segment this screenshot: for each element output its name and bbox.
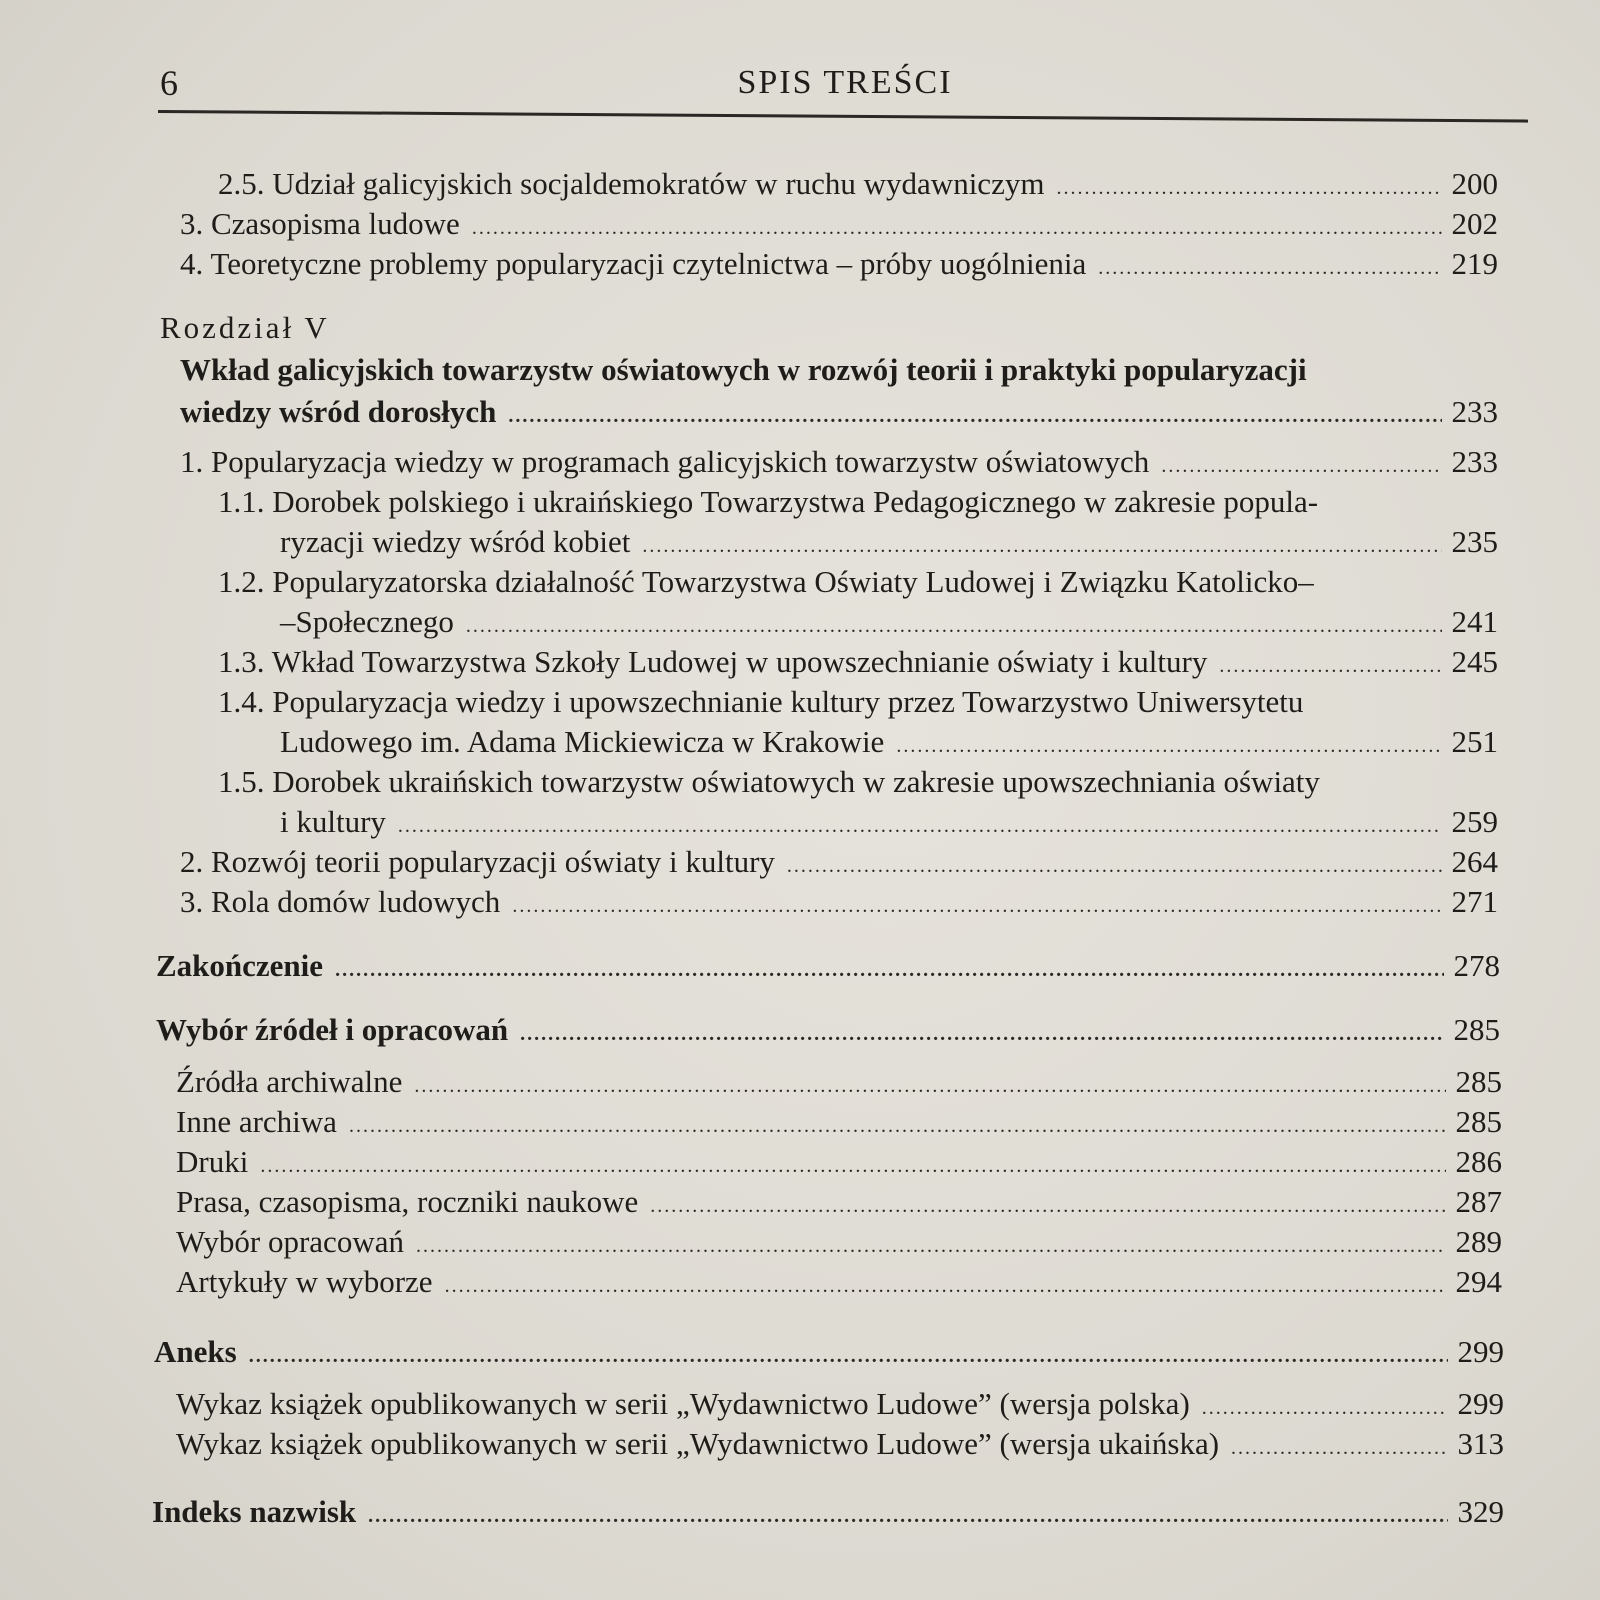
toc-entry-v-2[interactable]: 2. Rozwój teorii popularyzacji oświaty i kultury ..... 264	[180, 842, 1498, 886]
page-ref: 200	[1451, 166, 1498, 201]
page-ref: 278	[1453, 948, 1500, 983]
page-ref: 219	[1451, 246, 1498, 281]
toc-entry-v-1[interactable]: 1. Popularyzacja wiedzy w programach galicyjskich towarzystw oświatowych ..... 233	[180, 442, 1498, 486]
toc-entry-inne-archiwa[interactable]: Inne archiwa ..... 285	[176, 1102, 1502, 1146]
toc-entry-v-1-1-line-1: 1.1. Dorobek polskiego i ukraińskiego Towarzystwa Pedagogicznego w zakresie popula-	[218, 484, 1319, 519]
toc-entry-aneks[interactable]: Aneks ..... 299	[154, 1332, 1504, 1376]
toc-entry-v-1-2-line-1: 1.2. Popularyzatorska działalność Towarzystwa Oświaty Ludowej i Związku Katolicko–	[218, 564, 1314, 599]
toc-entry-wybor-zrodel[interactable]: Wybór źródeł i opracowań ..... 285	[156, 1010, 1500, 1054]
page-ref: 285	[1455, 1104, 1502, 1139]
page-ref: 241	[1451, 604, 1498, 639]
page-ref: 286	[1455, 1144, 1502, 1179]
toc-entry-v-1-3[interactable]: 1.3. Wkład Towarzystwa Szkoły Ludowej w upowszechnianie oświaty i kultury ..... 245	[218, 642, 1498, 686]
page-ref: 202	[1451, 206, 1498, 241]
chapter-title-line-1: Wkład galicyjskich towarzystw oświatowych w rozwój teorii i praktyki popularyzacji	[180, 352, 1307, 387]
page-ref: 289	[1455, 1224, 1502, 1259]
page-header	[160, 62, 1530, 112]
running-title: SPIS TREŚCI	[737, 64, 953, 101]
page-ref: 294	[1455, 1264, 1502, 1299]
toc-entry-v-1-4[interactable]: Ludowego im. Adama Mickiewicza w Krakowie ..... 251	[280, 722, 1498, 766]
toc-entry-v-1-5-line-1: 1.5. Dorobek ukraińskich towarzystw oświatowych w zakresie upowszechniania oświaty	[218, 764, 1320, 799]
page-ref: 271	[1451, 884, 1498, 919]
toc-entry-wybor-opracowan[interactable]: Wybór opracowań ..... 289	[176, 1222, 1502, 1266]
toc-entry-zrodla-archiwalne[interactable]: Źródła archiwalne ..... 285	[176, 1062, 1502, 1106]
page-ref: 235	[1451, 524, 1498, 559]
toc-entry-3[interactable]: 3. Czasopisma ludowe ..... 202	[180, 204, 1498, 248]
page-ref: 251	[1451, 724, 1498, 759]
toc-entry-v-1-2[interactable]: –Społecznego ..... 241	[280, 602, 1498, 646]
page-ref: 245	[1451, 644, 1498, 679]
chapter-label: Rozdział V	[160, 310, 330, 345]
page-ref: 299	[1457, 1334, 1504, 1369]
toc-entry-2-5[interactable]: 2.5. Udział galicyjskich socjaldemokratów w ruchu wydawniczym ..... 200	[218, 164, 1498, 208]
toc-entry-wykaz-ukrainska[interactable]: Wykaz książek opublikowanych w serii „Wydawnictwo Ludowe” (wersja ukaińska) ..... 313	[176, 1424, 1504, 1468]
toc-entry-prasa[interactable]: Prasa, czasopisma, roczniki naukowe ..... 287	[176, 1182, 1502, 1226]
page-ref: 233	[1451, 394, 1498, 429]
page-ref: 233	[1451, 444, 1498, 479]
page-ref: 285	[1453, 1012, 1500, 1047]
page-ref: 313	[1457, 1426, 1504, 1461]
toc-entry-v-1-5[interactable]: i kultury ..... 259	[280, 802, 1498, 846]
toc-entry-chapter-v[interactable]: wiedzy wśród dorosłych ..... 233	[180, 392, 1498, 436]
toc-entry-4[interactable]: 4. Teoretyczne problemy popularyzacji czytelnictwa – próby uogólnienia ..... 219	[180, 244, 1498, 288]
page-ref: 259	[1451, 804, 1498, 839]
page-ref: 264	[1451, 844, 1498, 879]
page-ref: 329	[1457, 1494, 1504, 1529]
toc-entry-druki[interactable]: Druki ..... 286	[176, 1142, 1502, 1186]
page-number: 6	[160, 63, 178, 103]
page-ref: 285	[1455, 1064, 1502, 1099]
toc-entry-artykuly[interactable]: Artykuły w wyborze ..... 294	[176, 1262, 1502, 1306]
toc-entry-wykaz-polska[interactable]: Wykaz książek opublikowanych w serii „Wydawnictwo Ludowe” (wersja polska) ..... 299	[176, 1384, 1504, 1428]
page-ref: 287	[1455, 1184, 1502, 1219]
toc-entry-v-1-1[interactable]: ryzacji wiedzy wśród kobiet ..... 235	[280, 522, 1498, 566]
toc-entry-v-1-4-line-1: 1.4. Popularyzacja wiedzy i upowszechnianie kultury przez Towarzystwo Uniwersytetu	[218, 684, 1304, 719]
toc-entry-zakonczenie[interactable]: Zakończenie ..... 278	[156, 946, 1500, 990]
toc-entry-indeks-nazwisk[interactable]: Indeks nazwisk ..... 329	[152, 1492, 1504, 1536]
toc-entry-v-3[interactable]: 3. Rola domów ludowych ..... 271	[180, 882, 1498, 926]
page-ref: 299	[1457, 1386, 1504, 1421]
